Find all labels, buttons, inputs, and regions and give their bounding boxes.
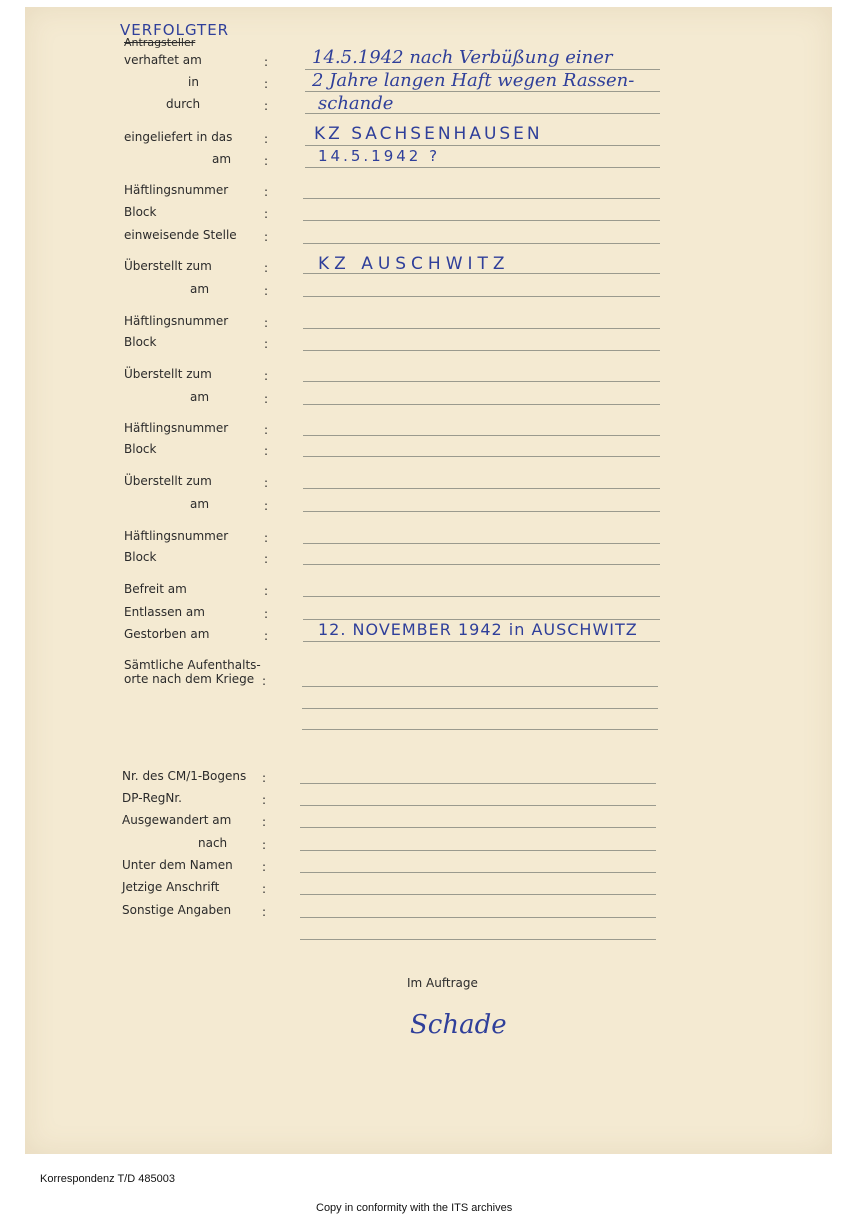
- fill-line: [303, 641, 660, 642]
- colon: :: [264, 99, 269, 113]
- colon: :: [264, 154, 269, 168]
- colon: :: [264, 132, 269, 146]
- label-ueberstellt-1: Überstellt zum: [124, 259, 212, 273]
- colon: :: [262, 793, 267, 807]
- fill-line: [303, 456, 660, 457]
- label-block-2: Block: [124, 335, 157, 349]
- label-ueberstellt-2: Überstellt zum: [124, 367, 212, 381]
- label-eingeliefert: eingeliefert in das: [124, 130, 233, 144]
- colon: :: [264, 584, 269, 598]
- colon: :: [264, 369, 269, 383]
- fill-line: [303, 296, 660, 297]
- signature: Schade: [410, 1010, 507, 1040]
- value-gestorben-am: 12. NOVEMBER 1942 in AUSCHWITZ: [318, 620, 638, 639]
- label-dp-regnr: DP-RegNr.: [122, 791, 182, 805]
- label-aufenthaltsorte-1: Sämtliche Aufenthalts-: [124, 658, 261, 672]
- fill-line: [302, 686, 658, 687]
- value-eingeliefert-am: 14.5.1942 ?: [318, 147, 441, 165]
- fill-line: [303, 350, 660, 351]
- colon: :: [264, 476, 269, 490]
- colon: :: [264, 392, 269, 406]
- im-auftrage-label: Im Auftrage: [407, 976, 478, 990]
- value-eingeliefert: KZ SACHSENHAUSEN: [314, 124, 543, 144]
- fill-line: [300, 783, 656, 784]
- label-am-4: am: [190, 497, 210, 511]
- colon: :: [264, 531, 269, 545]
- fill-line: [305, 91, 660, 92]
- label-durch: durch: [166, 97, 201, 111]
- fill-line: [303, 596, 660, 597]
- fill-line: [300, 827, 656, 828]
- label-am-1: am: [212, 152, 232, 166]
- label-jetzige-anschrift: Jetzige Anschrift: [122, 880, 220, 894]
- colon: :: [264, 261, 269, 275]
- colon: :: [264, 499, 269, 513]
- colon: :: [264, 629, 269, 643]
- fill-line: [300, 805, 656, 806]
- label-ueberstellt-3: Überstellt zum: [124, 474, 212, 488]
- fill-line: [300, 939, 656, 940]
- value-in: 2 Jahre langen Haft wegen Rassen-: [312, 70, 635, 91]
- label-gestorben-am: Gestorben am: [124, 627, 210, 641]
- label-befreit-am: Befreit am: [124, 582, 187, 596]
- colon: :: [264, 607, 269, 621]
- colon: :: [262, 771, 267, 785]
- label-ausgewandert-am: Ausgewandert am: [122, 813, 232, 827]
- label-cm1-bogen: Nr. des CM/1-Bogens: [122, 769, 247, 783]
- fill-line: [303, 564, 660, 565]
- colon: :: [264, 284, 269, 298]
- fill-line: [302, 708, 658, 709]
- label-haeftlingsnummer-3: Häftlingsnummer: [124, 421, 229, 435]
- struck-header-label: Antragsteller: [124, 36, 196, 49]
- fill-line: [303, 220, 660, 221]
- colon: :: [262, 860, 267, 874]
- colon: :: [262, 674, 267, 688]
- label-haeftlingsnummer-2: Häftlingsnummer: [124, 314, 229, 328]
- fill-line: [303, 198, 660, 199]
- label-entlassen-am: Entlassen am: [124, 605, 205, 619]
- fill-line: [303, 488, 660, 489]
- colon: :: [264, 185, 269, 199]
- label-block-3: Block: [124, 442, 157, 456]
- value-ueberstellt-1: KZ AUSCHWITZ: [318, 254, 510, 274]
- fill-line: [300, 850, 656, 851]
- label-am-2: am: [190, 282, 210, 296]
- footer-reference: Korrespondenz T/D 485003: [40, 1173, 175, 1185]
- label-sonstige-angaben: Sonstige Angaben: [122, 903, 232, 917]
- fill-line: [300, 917, 656, 918]
- colon: :: [264, 552, 269, 566]
- colon: :: [264, 337, 269, 351]
- label-unter-dem-namen: Unter dem Namen: [122, 858, 233, 872]
- fill-line: [303, 435, 660, 436]
- colon: :: [264, 230, 269, 244]
- fill-line: [303, 381, 660, 382]
- colon: :: [262, 882, 267, 896]
- label-haeftlingsnummer-1: Häftlingsnummer: [124, 183, 229, 197]
- fill-line: [303, 511, 660, 512]
- label-verhaftet-am: verhaftet am: [124, 53, 202, 67]
- fill-line: [305, 167, 660, 168]
- fill-line: [303, 328, 660, 329]
- colon: :: [264, 77, 269, 91]
- fill-line: [303, 543, 660, 544]
- label-am-3: am: [190, 390, 210, 404]
- footer-archive-note: Copy in conformity with the ITS archives: [316, 1202, 513, 1214]
- colon: :: [264, 444, 269, 458]
- value-verhaftet-am: 14.5.1942 nach Verbüßung einer: [312, 47, 613, 68]
- fill-line: [300, 872, 656, 873]
- colon: :: [264, 316, 269, 330]
- colon: :: [264, 55, 269, 69]
- fill-line: [303, 243, 660, 244]
- colon: :: [264, 207, 269, 221]
- colon: :: [262, 815, 267, 829]
- label-block-4: Block: [124, 550, 157, 564]
- label-block-1: Block: [124, 205, 157, 219]
- handwritten-header-label: VERFOLGTER: [120, 21, 230, 39]
- label-nach: nach: [198, 836, 228, 850]
- label-in: in: [188, 75, 199, 89]
- colon: :: [262, 838, 267, 852]
- fill-line: [302, 729, 658, 730]
- colon: :: [262, 905, 267, 919]
- fill-line: [303, 404, 660, 405]
- fill-line: [300, 894, 656, 895]
- label-haeftlingsnummer-4: Häftlingsnummer: [124, 529, 229, 543]
- label-aufenthaltsorte-2: orte nach dem Kriege: [124, 672, 255, 686]
- fill-line: [305, 145, 660, 146]
- label-einweisende-stelle: einweisende Stelle: [124, 228, 237, 242]
- colon: :: [264, 423, 269, 437]
- value-durch: schande: [318, 93, 394, 114]
